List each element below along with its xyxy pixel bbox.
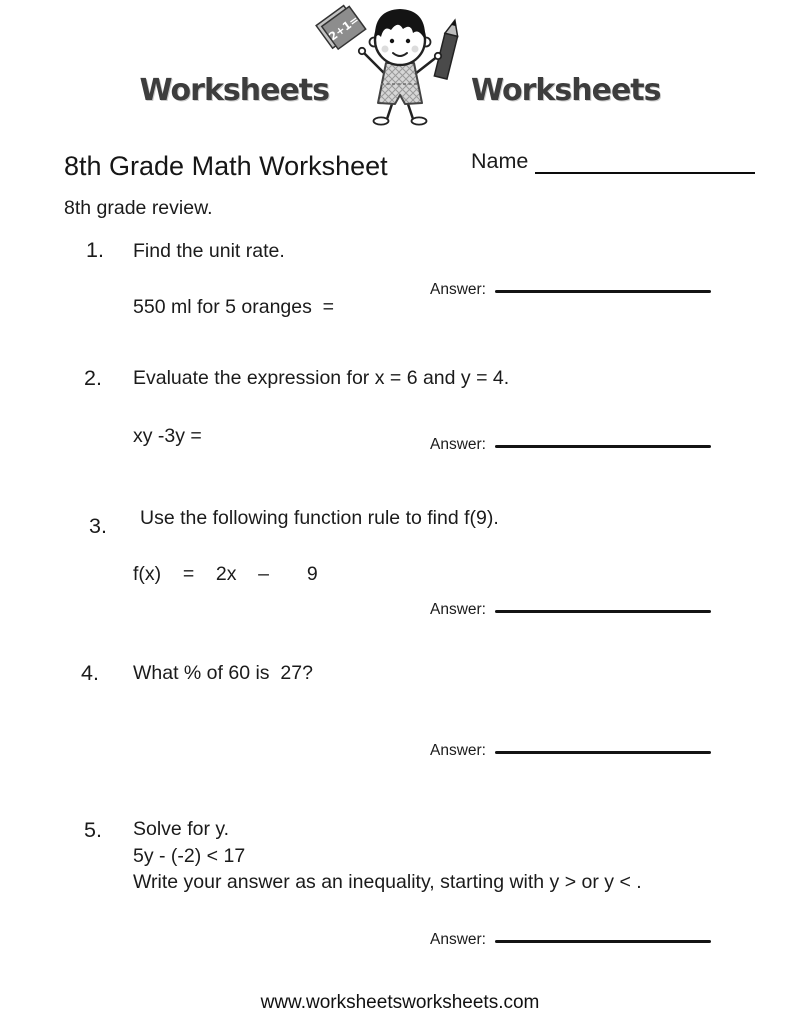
page-title: 8th Grade Math Worksheet [64,151,388,181]
footer-url: www.worksheetsworksheets.com [260,992,540,1013]
question-1-number: 1. [86,238,104,262]
question-1-prompt: Find the unit rate. [133,240,285,262]
question-2-expression: xy -3y = [133,425,202,447]
question-4-number: 4. [81,661,99,685]
question-3-number: 3. [89,514,107,538]
name-label: Name [471,149,529,173]
question-2-number: 2. [84,366,102,390]
question-3-prompt: Use the following function rule to find f(9). [140,507,499,529]
question-4-prompt: What % of 60 is 27? [133,662,313,684]
question-2-answer-row [430,436,711,454]
boy-left-hand [359,48,365,54]
question-5-number: 5. [84,818,102,842]
question-4-answer-row [430,742,711,760]
boy-right-shoe [412,117,427,124]
worksheet-subtitle: 8th grade review. [64,197,213,219]
book-icon [316,3,366,51]
question-3-expression: f(x) = 2x – 9 [133,563,318,585]
question-5-expression: 5y - (-2) < 17 [133,845,246,867]
answer-blank-line[interactable] [495,940,711,943]
question-1-answer-row [430,281,711,299]
boy-left-cheek [382,46,389,53]
boy-right-cheek [412,46,419,53]
answer-blank-line[interactable] [495,610,711,613]
boy-right-hand [435,53,441,59]
question-5-answer-row [430,931,711,949]
answer-blank-line[interactable] [495,290,711,293]
boy-legs [387,104,413,119]
name-field-row [471,147,755,174]
question-1-expression: 550 ml for 5 oranges = [133,296,335,318]
answer-blank-line[interactable] [495,445,711,448]
logo-boy-illustration [315,2,485,126]
answer-label: Answer: [430,436,486,453]
question-5-prompt: Solve for y. [133,818,230,840]
boy-right-eye [406,39,410,43]
answer-label: Answer: [430,281,486,298]
name-blank-line[interactable] [535,147,755,174]
boy-left-eye [390,39,394,43]
answer-label: Answer: [430,742,486,759]
boy-left-shoe [374,117,389,124]
logo [0,2,800,126]
answer-label: Answer: [430,601,486,618]
answer-blank-line[interactable] [495,751,711,754]
answer-label: Answer: [430,931,486,948]
logo-text-right: Worksheets [471,73,661,108]
logo-text-left: Worksheets [139,73,329,108]
question-5-instruction: Write your answer as an inequality, starting with y > or y < . [133,871,642,893]
book-label: 2+1= [326,13,362,44]
question-2-prompt: Evaluate the expression for x = 6 and y = 4. [133,367,510,389]
pencil-icon [434,19,461,79]
question-3-answer-row [430,601,711,619]
